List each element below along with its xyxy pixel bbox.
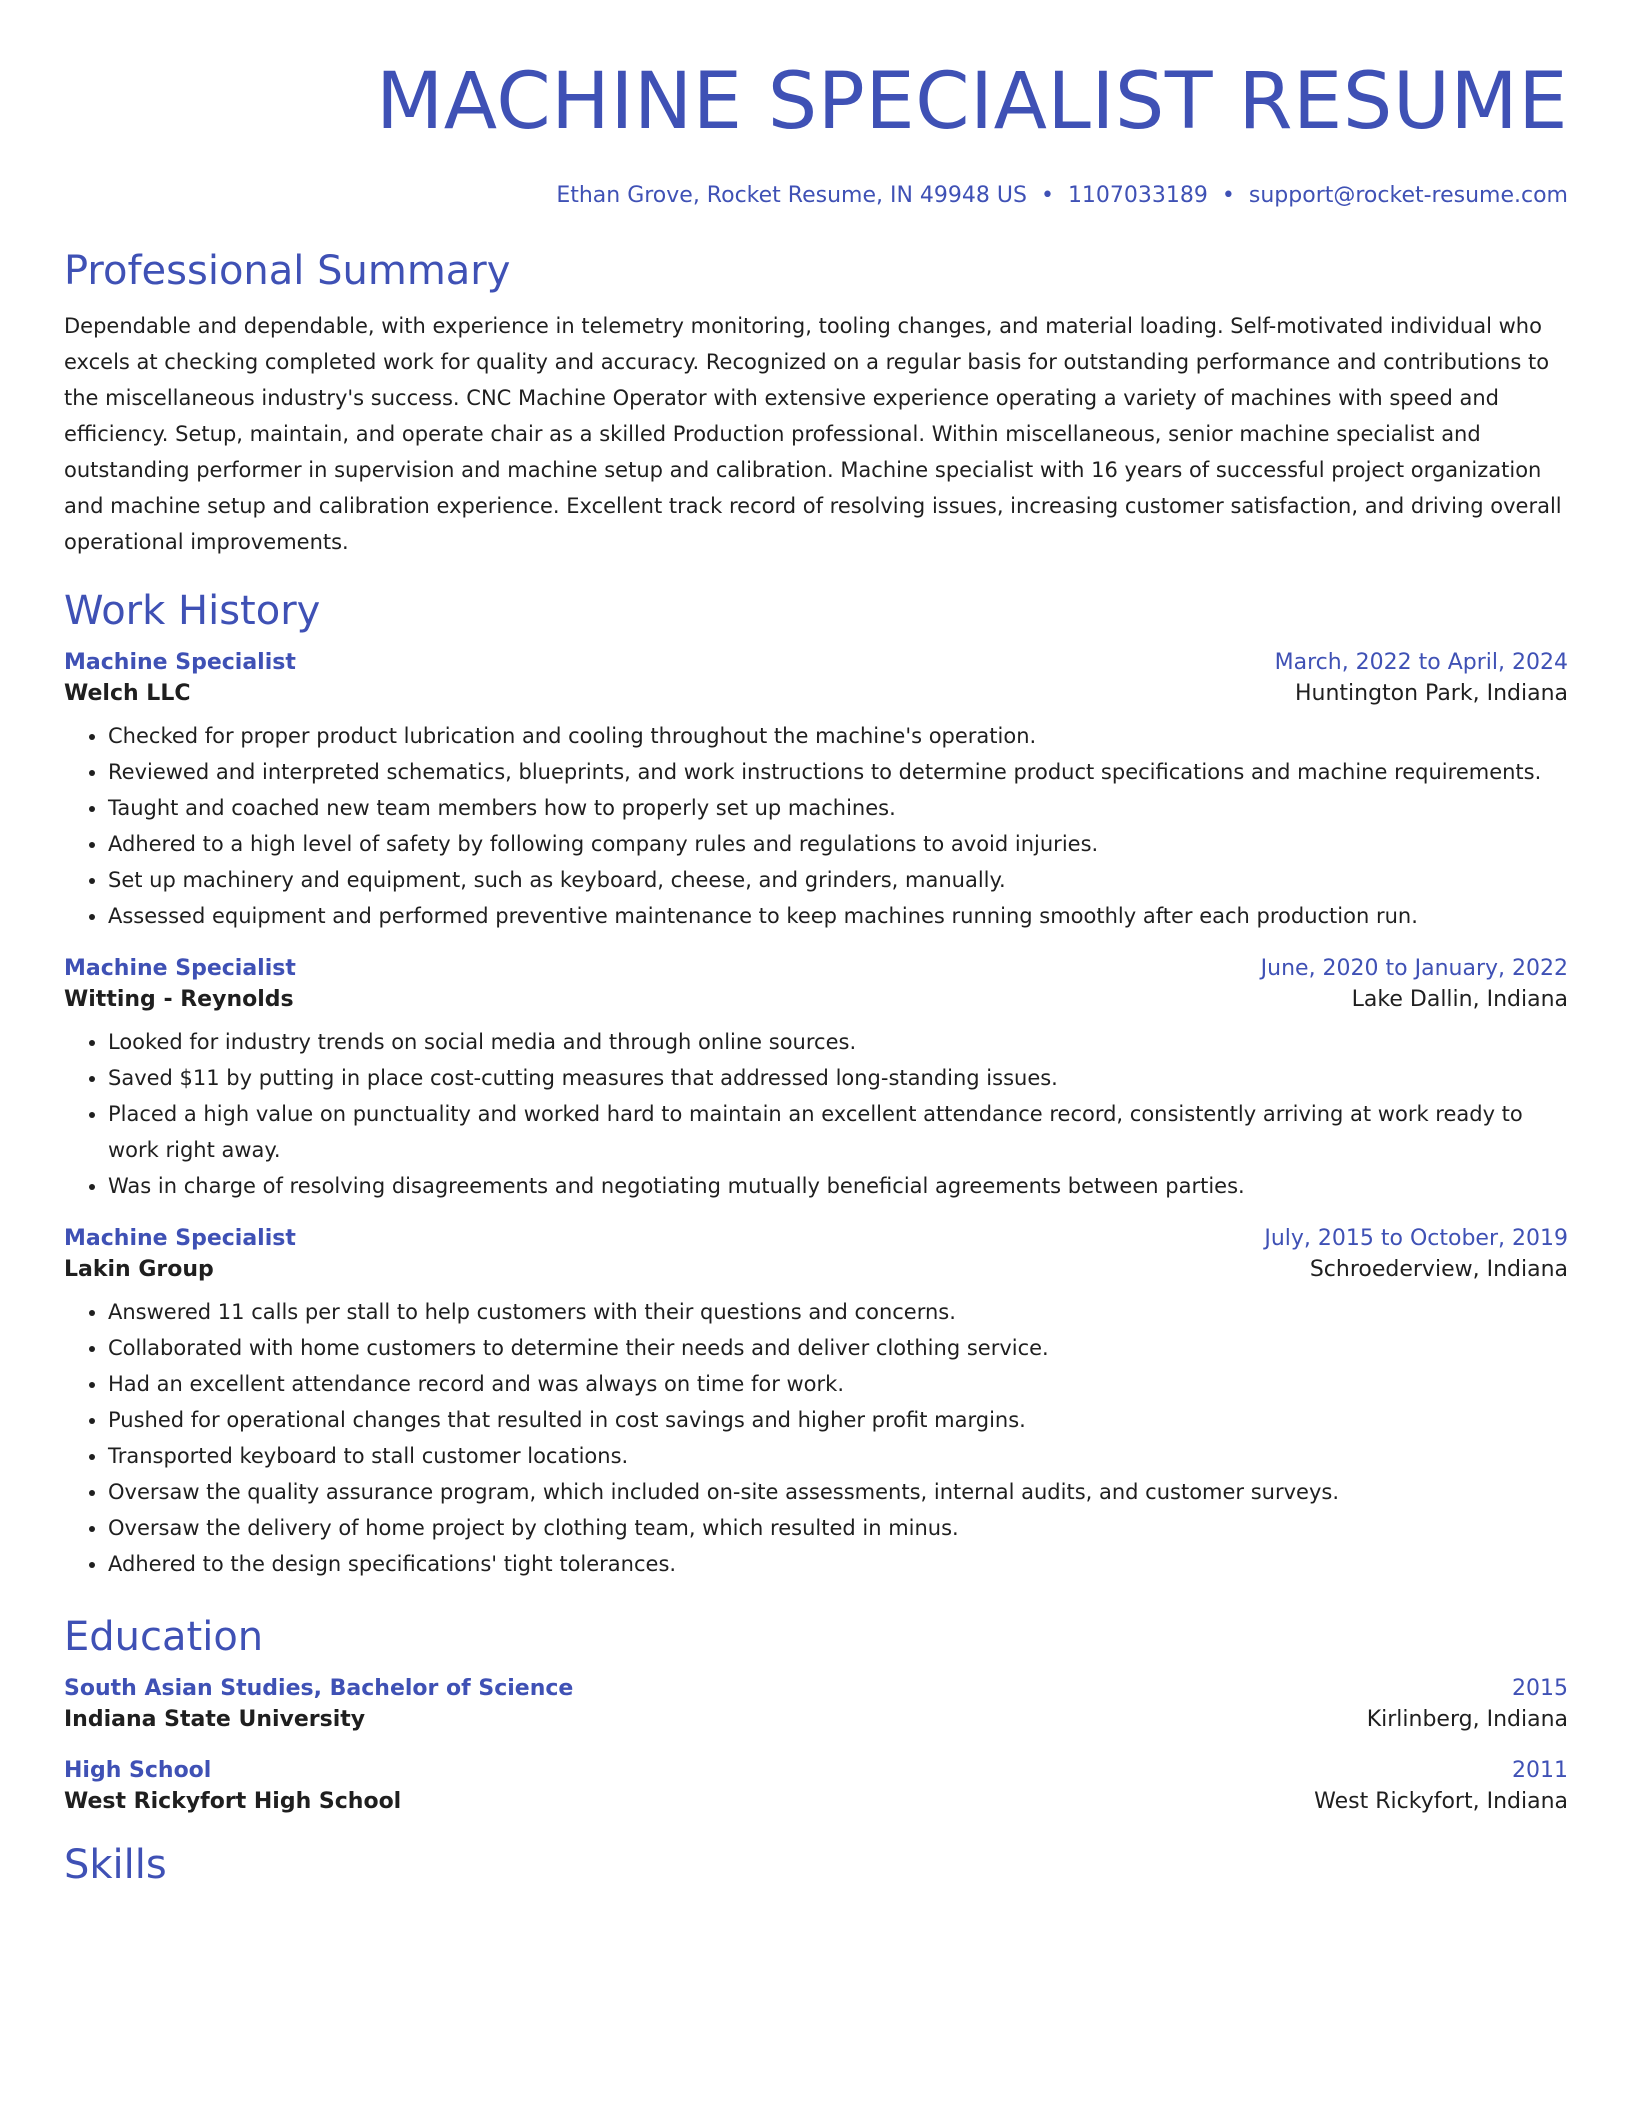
job-bullet: • Set up machinery and equipment, such as keyboard, cheese, and grinders, manually. [108, 862, 1568, 898]
job-bullet: • Had an excellent attendance record and was always on time for work. [108, 1366, 1568, 1402]
job-bullets [64, 1024, 1568, 1204]
job-header-row [64, 956, 1568, 981]
job-company-row [64, 1257, 1568, 1282]
job-entry [64, 956, 1568, 1204]
contact-email: support@rocket-resume.com [1248, 183, 1568, 208]
contact-line [64, 180, 1568, 212]
job-bullet: • Reviewed and interpreted schematics, blueprints, and work instructions to determine product specifications and machine requirements. [108, 754, 1568, 790]
job-bullet: • Answered 11 calls per stall to help customers with their questions and concerns. [108, 1294, 1568, 1330]
skills-section [64, 1840, 1568, 1890]
job-dates: June, 2020 to January, 2022 [1260, 956, 1568, 981]
education-year: 2011 [1512, 1758, 1568, 1783]
job-bullet: • Oversaw the delivery of home project by clothing team, which resulted in minus. [108, 1510, 1568, 1546]
job-company: Witting - Reynolds [64, 987, 294, 1012]
job-company: Welch LLC [64, 681, 191, 706]
education-degree: South Asian Studies, Bachelor of Science [64, 1676, 574, 1701]
job-bullet: • Transported keyboard to stall customer locations. [108, 1438, 1568, 1474]
education-location: West Rickyfort, Indiana [1314, 1789, 1568, 1814]
summary-text: Dependable and dependable, with experience in telemetry monitoring, tooling changes, and material loading. Self-motivated individual who excels at checking completed work for quality and accuracy. Recognized on a regular basis for outstanding performance and contributions to the miscellaneous industry's success. CNC Machine Operator with extensive experience operating a variety of machines with speed and efficiency. Setup, maintain, and operate chair as a skilled Production professional. Within miscellaneous, senior machine specialist and outstanding performer in supervision and machine setup and calibration. Machine specialist with 16 years of successful project organization and machine setup and calibration experience. Excellent track record of resolving issues, increasing customer satisfaction, and driving overall operational improvements. [64, 314, 1562, 554]
education-heading: Education [64, 1614, 264, 1660]
job-bullet: • Pushed for operational changes that resulted in cost savings and higher profit margins. [108, 1402, 1568, 1438]
job-bullet: • Saved $11 by putting in place cost-cutting measures that addressed long-standing issues. [108, 1060, 1568, 1096]
education-entry [64, 1676, 1568, 1732]
job-dates: July, 2015 to October, 2019 [1264, 1226, 1568, 1251]
job-bullet: • Placed a high value on punctuality and worked hard to maintain an excellent attendance record, consistently arriving at work ready to work right away. [108, 1096, 1568, 1168]
contact-separator: • [1040, 183, 1054, 208]
education-location: Kirlinberg, Indiana [1366, 1707, 1568, 1732]
education-school: West Rickyfort High School [64, 1789, 402, 1814]
job-bullets [64, 718, 1568, 934]
contact-phone: 1107033189 [1067, 183, 1208, 208]
work-section [64, 586, 1568, 1582]
job-bullet: • Taught and coached new team members how to properly set up machines. [108, 790, 1568, 826]
job-bullet: • Checked for proper product lubrication and cooling throughout the machine's operation. [108, 718, 1568, 754]
job-entry [64, 1226, 1568, 1582]
education-section [64, 1612, 1568, 1814]
job-header-row [64, 1226, 1568, 1251]
education-school-row [64, 1707, 1568, 1732]
job-role: Machine Specialist [64, 1226, 296, 1251]
job-dates: March, 2022 to April, 2024 [1274, 650, 1568, 675]
education-entry [64, 1758, 1568, 1814]
job-bullet: • Adhered to a high level of safety by following company rules and regulations to avoid injuries. [108, 826, 1568, 862]
job-company: Lakin Group [64, 1257, 214, 1282]
job-location: Lake Dallin, Indiana [1351, 987, 1568, 1012]
education-year: 2015 [1512, 1676, 1568, 1701]
job-company-row [64, 681, 1568, 706]
job-bullet: • Looked for industry trends on social media and through online sources. [108, 1024, 1568, 1060]
education-school-row [64, 1789, 1568, 1814]
work-heading: Work History [64, 588, 321, 634]
job-location: Huntington Park, Indiana [1294, 681, 1568, 706]
contact-separator: • [1221, 183, 1235, 208]
education-header-row [64, 1676, 1568, 1701]
resume-title: MACHINE SPECIALIST RESUME [375, 57, 1568, 147]
education-header-row [64, 1758, 1568, 1783]
job-bullet: • Oversaw the quality assurance program, which included on-site assessments, internal audits, and customer surveys. [108, 1474, 1568, 1510]
job-bullet: • Was in charge of resolving disagreements and negotiating mutually beneficial agreements between parties. [108, 1168, 1568, 1204]
education-degree: High School [64, 1758, 212, 1783]
contact-address: Ethan Grove, Rocket Resume, IN 49948 US [556, 183, 1027, 208]
job-header-row [64, 650, 1568, 675]
job-bullet: • Assessed equipment and performed preventive maintenance to keep machines running smoothly after each production run. [108, 898, 1568, 934]
job-role: Machine Specialist [64, 650, 296, 675]
job-location: Schroederview, Indiana [1309, 1257, 1568, 1282]
job-bullet: • Adhered to the design specifications' tight tolerances. [108, 1546, 1568, 1582]
job-bullet: • Collaborated with home customers to determine their needs and deliver clothing service. [108, 1330, 1568, 1366]
skills-heading: Skills [64, 1842, 167, 1888]
summary-section [64, 246, 1568, 560]
summary-heading: Professional Summary [64, 248, 511, 294]
job-company-row [64, 987, 1568, 1012]
education-school: Indiana State University [64, 1707, 366, 1732]
job-bullets [64, 1294, 1568, 1582]
job-role: Machine Specialist [64, 956, 296, 981]
job-entry [64, 650, 1568, 934]
